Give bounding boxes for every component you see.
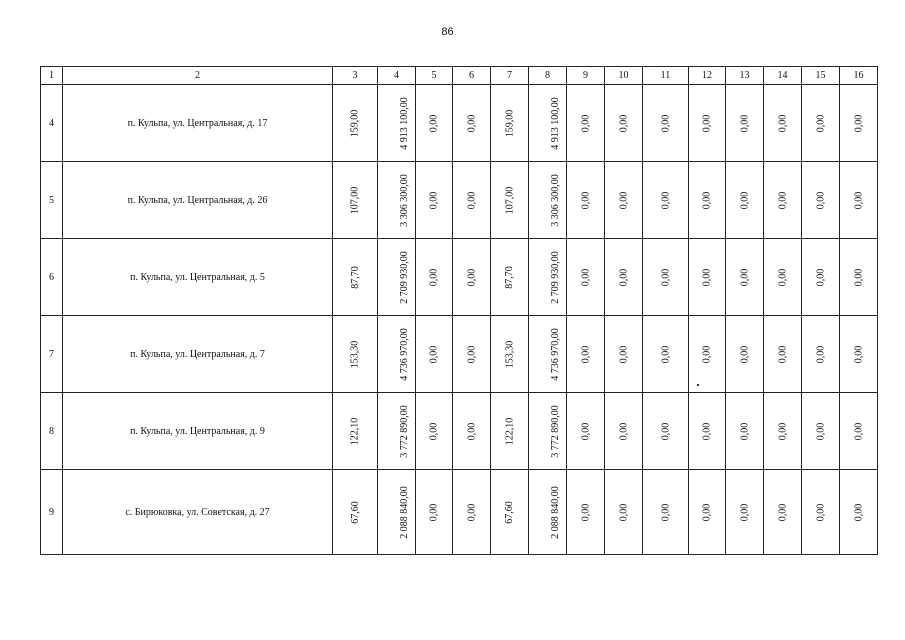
value-text: 0,00 xyxy=(660,422,671,440)
header-cell: 1 xyxy=(41,67,63,85)
value-text: 0,00 xyxy=(660,345,671,363)
value-text: 122,10 xyxy=(349,417,361,445)
value-text: 4 913 100,00 xyxy=(398,96,410,150)
value-text: 0,00 xyxy=(815,114,826,132)
value-cell xyxy=(416,393,453,470)
header-cell: 10 xyxy=(605,67,643,85)
value-cell xyxy=(726,470,764,555)
value-text: 0,00 xyxy=(739,114,750,132)
address-cell: п. Кульпа, ул. Центральная, д. 7 xyxy=(63,316,333,393)
value-text: 4 913 100,00 xyxy=(549,96,561,150)
value-cell xyxy=(643,85,689,162)
value-text: 0,00 xyxy=(777,114,788,132)
value-cell xyxy=(802,85,840,162)
value-cell xyxy=(605,162,643,239)
header-cell: 4 xyxy=(378,67,416,85)
value-cell xyxy=(764,470,802,555)
value-cell xyxy=(378,316,416,393)
value-text: 0,00 xyxy=(853,114,864,132)
row-number-cell: 4 xyxy=(41,85,63,162)
value-cell xyxy=(491,85,529,162)
value-text: 0,00 xyxy=(777,268,788,286)
value-text: 0,00 xyxy=(739,422,750,440)
header-cell: 13 xyxy=(726,67,764,85)
value-text: 159,00 xyxy=(349,109,361,137)
row-number-cell: 9 xyxy=(41,470,63,555)
value-cell xyxy=(416,162,453,239)
value-text: 2 088 840,00 xyxy=(398,485,410,539)
value-cell xyxy=(453,393,491,470)
value-cell xyxy=(567,316,605,393)
value-cell xyxy=(416,316,453,393)
value-cell xyxy=(689,85,726,162)
address-cell: п. Кульпа, ул. Центральная, д. 17 xyxy=(63,85,333,162)
value-text: 0,00 xyxy=(853,268,864,286)
value-text: 0,00 xyxy=(660,191,671,209)
value-text: 0,00 xyxy=(466,268,477,286)
value-text: 0,00 xyxy=(466,191,477,209)
value-cell xyxy=(453,162,491,239)
value-text: 87,70 xyxy=(504,265,515,289)
value-cell xyxy=(567,393,605,470)
value-cell xyxy=(333,85,378,162)
value-text: 0,00 xyxy=(428,422,440,440)
value-text: 0,00 xyxy=(739,268,750,286)
value-cell xyxy=(378,162,416,239)
value-cell xyxy=(643,316,689,393)
value-cell xyxy=(802,239,840,316)
value-cell xyxy=(453,239,491,316)
value-cell xyxy=(802,470,840,555)
table-row xyxy=(41,239,878,316)
value-text: 0,00 xyxy=(777,503,788,521)
address-cell: с. Бирюковка, ул. Советская, д. 27 xyxy=(63,470,333,555)
value-cell xyxy=(643,162,689,239)
value-cell xyxy=(840,393,878,470)
value-text: 0,00 xyxy=(580,422,591,440)
value-text: 67,60 xyxy=(504,500,515,524)
value-text: 0,00 xyxy=(580,191,591,209)
value-text: 4 736 970,00 xyxy=(398,327,410,381)
value-cell xyxy=(491,470,529,555)
value-text: 0,00 xyxy=(618,422,629,440)
value-cell xyxy=(726,393,764,470)
page-number: 86 xyxy=(441,26,454,38)
value-text: 0,00 xyxy=(739,345,750,363)
value-text: 0,00 xyxy=(466,422,477,440)
value-cell xyxy=(567,162,605,239)
value-cell xyxy=(378,85,416,162)
value-cell xyxy=(764,162,802,239)
value-text: 0,00 xyxy=(580,503,591,521)
value-cell xyxy=(416,239,453,316)
value-cell xyxy=(840,85,878,162)
value-text: 159,00 xyxy=(504,109,515,137)
value-text: 0,00 xyxy=(580,345,591,363)
header-cell: 6 xyxy=(453,67,491,85)
value-cell xyxy=(840,162,878,239)
value-text: 2 088 840,00 xyxy=(549,485,561,539)
value-cell xyxy=(726,162,764,239)
header-cell: 2 xyxy=(63,67,333,85)
value-text: 0,00 xyxy=(618,114,629,132)
value-cell xyxy=(689,470,726,555)
value-cell xyxy=(726,85,764,162)
value-text: 0,00 xyxy=(428,503,440,521)
value-text: 0,00 xyxy=(428,268,440,286)
value-cell xyxy=(416,85,453,162)
value-text: 153,30 xyxy=(349,340,361,368)
value-text: 0,00 xyxy=(660,268,671,286)
table-row xyxy=(41,393,878,470)
value-cell xyxy=(802,162,840,239)
value-text: 0,00 xyxy=(701,503,713,521)
header-cell: 14 xyxy=(764,67,802,85)
header-cell: 11 xyxy=(643,67,689,85)
header-cell: 9 xyxy=(567,67,605,85)
value-text: 3 772 890,00 xyxy=(398,404,410,458)
address-cell: п. Кульпа, ул. Центральная, д. 5 xyxy=(63,239,333,316)
value-text: 0,00 xyxy=(701,422,713,440)
row-number-cell: 5 xyxy=(41,162,63,239)
value-cell xyxy=(726,316,764,393)
address-cell: п. Кульпа, ул. Центральная, д. 26 xyxy=(63,162,333,239)
value-cell xyxy=(726,239,764,316)
table-row xyxy=(41,85,878,162)
value-text: 107,00 xyxy=(349,186,361,214)
row-number-cell: 6 xyxy=(41,239,63,316)
value-text: 0,00 xyxy=(466,114,477,132)
value-text: 0,00 xyxy=(466,503,477,521)
value-cell xyxy=(643,470,689,555)
value-text: 4 736 970,00 xyxy=(549,327,561,381)
value-cell xyxy=(416,470,453,555)
value-cell xyxy=(764,393,802,470)
value-text: 153,30 xyxy=(504,340,515,368)
value-text: 0,00 xyxy=(777,191,788,209)
address-cell: п. Кульпа, ул. Центральная, д. 9 xyxy=(63,393,333,470)
stray-dot xyxy=(697,384,699,386)
value-cell xyxy=(764,316,802,393)
value-cell xyxy=(529,316,567,393)
value-cell xyxy=(333,162,378,239)
value-text: 0,00 xyxy=(580,268,591,286)
value-cell xyxy=(378,393,416,470)
value-text: 0,00 xyxy=(428,345,440,363)
value-cell xyxy=(333,470,378,555)
value-cell xyxy=(840,316,878,393)
value-text: 0,00 xyxy=(853,503,864,521)
value-text: 0,00 xyxy=(618,345,629,363)
value-cell xyxy=(605,85,643,162)
value-text: 0,00 xyxy=(815,191,826,209)
table-row xyxy=(41,470,878,555)
value-text: 0,00 xyxy=(777,422,788,440)
value-text: 0,00 xyxy=(701,268,713,286)
value-text: 0,00 xyxy=(815,268,826,286)
value-cell xyxy=(453,470,491,555)
value-text: 0,00 xyxy=(701,345,713,363)
value-cell xyxy=(333,239,378,316)
value-cell xyxy=(689,162,726,239)
value-cell xyxy=(764,85,802,162)
row-number-cell: 7 xyxy=(41,316,63,393)
header-cell: 3 xyxy=(333,67,378,85)
value-text: 0,00 xyxy=(660,503,671,521)
value-text: 3 306 300,00 xyxy=(549,173,561,227)
value-cell xyxy=(567,470,605,555)
data-table xyxy=(40,66,878,555)
value-cell xyxy=(567,85,605,162)
value-text: 67,60 xyxy=(349,500,361,524)
value-text: 3 306 300,00 xyxy=(398,173,410,227)
value-cell xyxy=(529,85,567,162)
value-text: 0,00 xyxy=(853,345,864,363)
value-cell xyxy=(453,85,491,162)
value-cell xyxy=(605,316,643,393)
value-cell xyxy=(689,239,726,316)
value-cell xyxy=(333,316,378,393)
value-text: 0,00 xyxy=(815,422,826,440)
value-cell xyxy=(605,239,643,316)
value-cell xyxy=(491,393,529,470)
value-text: 0,00 xyxy=(853,191,864,209)
value-cell xyxy=(689,316,726,393)
value-cell xyxy=(840,470,878,555)
value-text: 0,00 xyxy=(428,191,440,209)
value-cell xyxy=(840,239,878,316)
header-cell: 8 xyxy=(529,67,567,85)
value-text: 0,00 xyxy=(428,114,440,132)
header-cell: 7 xyxy=(491,67,529,85)
value-text: 0,00 xyxy=(739,503,750,521)
header-cell: 12 xyxy=(689,67,726,85)
value-text: 0,00 xyxy=(853,422,864,440)
header-row xyxy=(41,67,878,85)
value-cell xyxy=(333,393,378,470)
value-text: 0,00 xyxy=(618,191,629,209)
value-text: 0,00 xyxy=(739,191,750,209)
value-text: 3 772 890,00 xyxy=(549,404,561,458)
value-cell xyxy=(378,470,416,555)
value-cell xyxy=(802,316,840,393)
value-text: 0,00 xyxy=(815,345,826,363)
value-text: 2 709 930,00 xyxy=(549,250,561,304)
value-cell xyxy=(567,239,605,316)
value-cell xyxy=(529,393,567,470)
value-text: 0,00 xyxy=(701,191,713,209)
table-row xyxy=(41,316,878,393)
value-cell xyxy=(643,239,689,316)
value-cell xyxy=(643,393,689,470)
header-cell: 5 xyxy=(416,67,453,85)
value-text: 87,70 xyxy=(349,265,361,289)
value-cell xyxy=(529,162,567,239)
value-text: 2 709 930,00 xyxy=(398,250,410,304)
value-text: 0,00 xyxy=(466,345,477,363)
value-text: 0,00 xyxy=(777,345,788,363)
value-text: 122,10 xyxy=(504,417,515,445)
row-number-cell: 8 xyxy=(41,393,63,470)
value-text: 0,00 xyxy=(701,114,713,132)
value-cell xyxy=(605,393,643,470)
value-cell xyxy=(491,316,529,393)
value-text: 0,00 xyxy=(580,114,591,132)
value-text: 0,00 xyxy=(618,503,629,521)
value-cell xyxy=(802,393,840,470)
header-cell: 16 xyxy=(840,67,878,85)
value-text: 0,00 xyxy=(815,503,826,521)
header-cell: 15 xyxy=(802,67,840,85)
value-text: 0,00 xyxy=(660,114,671,132)
value-cell xyxy=(491,162,529,239)
table-row xyxy=(41,162,878,239)
value-cell xyxy=(605,470,643,555)
value-cell xyxy=(529,239,567,316)
value-cell xyxy=(378,239,416,316)
value-text: 107,00 xyxy=(504,186,515,214)
value-cell xyxy=(764,239,802,316)
value-cell xyxy=(689,393,726,470)
value-cell xyxy=(491,239,529,316)
value-cell xyxy=(529,470,567,555)
value-text: 0,00 xyxy=(618,268,629,286)
value-cell xyxy=(453,316,491,393)
